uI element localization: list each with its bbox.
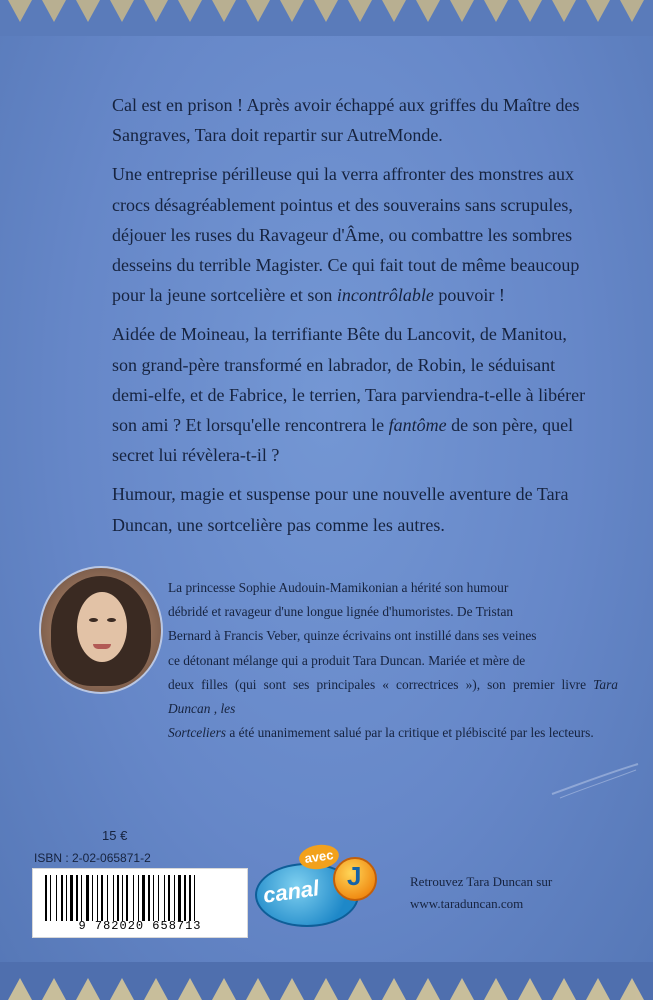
book-blurb (112, 90, 642, 549)
barcode-number: 9 782020 658713 (78, 919, 202, 933)
canal-j-logo: canal J avec (255, 845, 379, 925)
author-photo (39, 566, 163, 694)
isbn-label: ISBN : 2-02-065871-2 (34, 851, 151, 865)
barcode (32, 868, 248, 938)
top-ornament-border (0, 0, 653, 36)
blurb-paragraph-2: Une entreprise périlleuse qui la verra affronter des monstres aux crocs désagréablement pointus et des souverains sans scrupules, déjouer les ruses du Ravageur d'Âme, ou combattre les sombres desseins du terrible Magister. Ce qui fait tout de même beaucoup pour la jeune sortcelière et son incontrôlable pouvoir ! (112, 164, 580, 306)
blurb-paragraph-1: Cal est en prison ! Après avoir échappé aux griffes du Maître des Sangraves, Tara doit repartir sur AutreMonde. (112, 95, 580, 146)
bottom-ornament-border (0, 962, 653, 1000)
author-bio: La princesse Sophie Audouin-Mamikonian a hérité son humour débridé et ravageur d'une longue lignée d'humoristes. De Tristan Bernard à Francis Veber, quinze écrivains ont instillé dans ses veines ce détonant mélange qui a produit Tara Duncan. Mariée et mère de deux filles (qui sont ses principales « correctrices »), son premier livre Tara Duncan , les Sortceliers a été unanimement salué par la critique et plébiscité par les lecteurs. (168, 580, 618, 741)
promo-text: Retrouvez Tara Duncan sur (410, 874, 553, 889)
website-promo (410, 871, 552, 915)
price-label: 15 € (102, 828, 128, 843)
blurb-paragraph-3: Aidée de Moineau, la terrifiante Bête du Lancovit, de Manitou, son grand-père transformé en labrador, de Robin, le séduisant demi-elfe, et de Fabrice, le terrien, Tara parviendra-t-elle à libérer son ami ? Et lorsqu'elle rencontrera le fantôme de son père, quel secret lui révèlera-t-il ? (112, 324, 586, 466)
blurb-paragraph-4: Humour, magie et suspense pour une nouvelle aventure de Tara Duncan, une sortcelière pas comme les autres. (112, 484, 569, 535)
barcode-bars (45, 875, 235, 921)
cover-scuff-mark (550, 760, 640, 800)
website-url[interactable]: www.taraduncan.com (410, 896, 524, 911)
